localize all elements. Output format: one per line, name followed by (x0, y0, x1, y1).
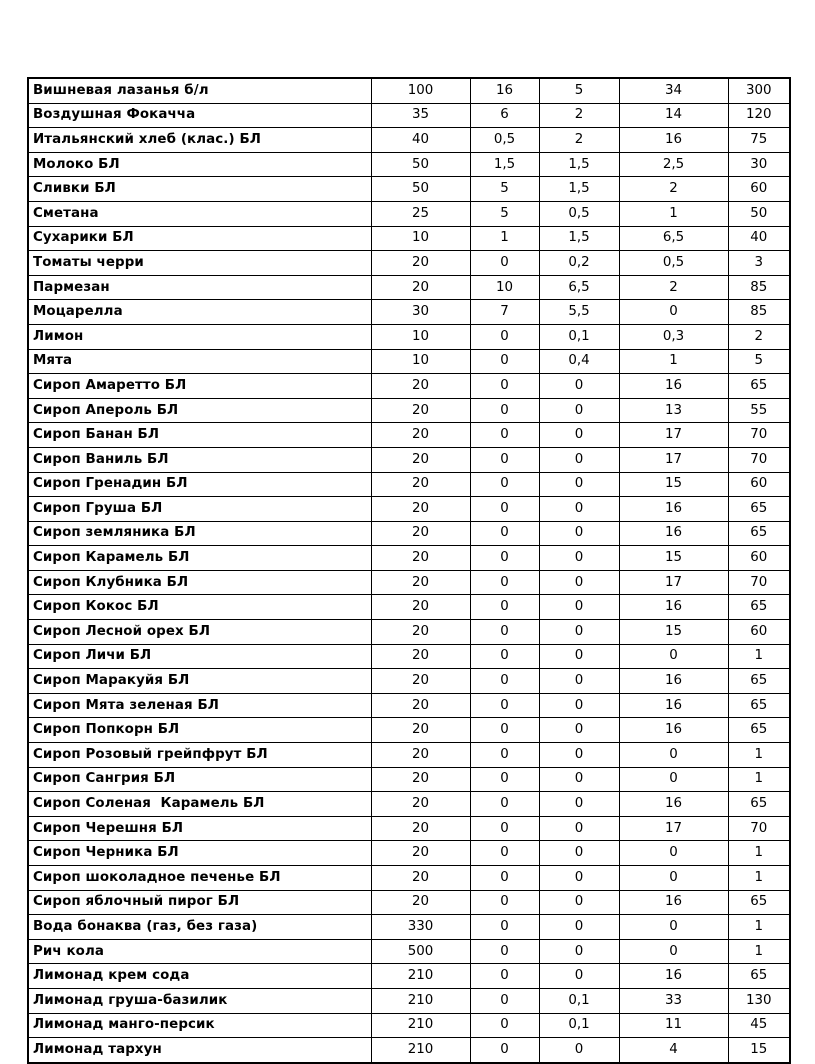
protein-cell: 0 (470, 866, 539, 891)
fat-cell: 0 (539, 447, 619, 472)
calories-cell: 1 (728, 841, 790, 866)
calories-cell: 85 (728, 300, 790, 325)
carbs-cell: 15 (619, 472, 728, 497)
fat-cell: 0 (539, 644, 619, 669)
carbs-cell: 0 (619, 644, 728, 669)
weight-cell: 20 (371, 693, 470, 718)
carbs-cell: 13 (619, 398, 728, 423)
carbs-cell: 0 (619, 841, 728, 866)
table-row (28, 1013, 790, 1038)
protein-cell: 0 (470, 816, 539, 841)
protein-cell: 1 (470, 226, 539, 251)
protein-cell: 16 (470, 78, 539, 103)
calories-cell: 60 (728, 472, 790, 497)
weight-cell: 20 (371, 767, 470, 792)
carbs-cell: 15 (619, 546, 728, 571)
product-name-cell: Сироп Черника БЛ (28, 841, 371, 866)
fat-cell: 0 (539, 792, 619, 817)
protein-cell: 0 (470, 251, 539, 276)
product-name-cell: Сироп Лесной орех БЛ (28, 620, 371, 645)
table-row (28, 743, 790, 768)
carbs-cell: 33 (619, 988, 728, 1013)
table-row (28, 423, 790, 448)
product-name-cell: Сироп Мята зеленая БЛ (28, 693, 371, 718)
carbs-cell: 2 (619, 177, 728, 202)
weight-cell: 20 (371, 644, 470, 669)
carbs-cell: 16 (619, 669, 728, 694)
table-row (28, 644, 790, 669)
table-row (28, 201, 790, 226)
fat-cell: 0 (539, 1038, 619, 1063)
weight-cell: 210 (371, 1038, 470, 1063)
calories-cell: 65 (728, 693, 790, 718)
product-name-cell: Сироп Груша БЛ (28, 497, 371, 522)
calories-cell: 30 (728, 152, 790, 177)
protein-cell: 0 (470, 890, 539, 915)
carbs-cell: 16 (619, 595, 728, 620)
weight-cell: 20 (371, 521, 470, 546)
fat-cell: 0 (539, 521, 619, 546)
fat-cell: 0 (539, 964, 619, 989)
carbs-cell: 0,3 (619, 324, 728, 349)
calories-cell: 40 (728, 226, 790, 251)
fat-cell: 0 (539, 939, 619, 964)
fat-cell: 0 (539, 423, 619, 448)
product-name-cell: Сироп Клубника БЛ (28, 570, 371, 595)
protein-cell: 0 (470, 546, 539, 571)
product-name-cell: Сироп Черешня БЛ (28, 816, 371, 841)
protein-cell: 0 (470, 915, 539, 940)
calories-cell: 1 (728, 644, 790, 669)
protein-cell: 0 (470, 595, 539, 620)
calories-cell: 45 (728, 1013, 790, 1038)
table-row (28, 693, 790, 718)
product-name-cell: Сироп Розовый грейпфрут БЛ (28, 743, 371, 768)
protein-cell: 0 (470, 374, 539, 399)
fat-cell: 0 (539, 866, 619, 891)
fat-cell: 2 (539, 103, 619, 128)
weight-cell: 210 (371, 1013, 470, 1038)
fat-cell: 0,1 (539, 988, 619, 1013)
product-name-cell: Пармезан (28, 275, 371, 300)
protein-cell: 0,5 (470, 128, 539, 153)
table-row (28, 226, 790, 251)
fat-cell: 0 (539, 620, 619, 645)
weight-cell: 25 (371, 201, 470, 226)
product-name-cell: Сироп земляника БЛ (28, 521, 371, 546)
fat-cell: 0 (539, 841, 619, 866)
protein-cell: 0 (470, 620, 539, 645)
product-name-cell: Сироп Кокос БЛ (28, 595, 371, 620)
product-name-cell: Сироп Карамель БЛ (28, 546, 371, 571)
weight-cell: 10 (371, 349, 470, 374)
table-row (28, 398, 790, 423)
protein-cell: 0 (470, 767, 539, 792)
weight-cell: 20 (371, 669, 470, 694)
carbs-cell: 14 (619, 103, 728, 128)
product-name-cell: Сироп Банан БЛ (28, 423, 371, 448)
weight-cell: 100 (371, 78, 470, 103)
product-name-cell: Молоко БЛ (28, 152, 371, 177)
calories-cell: 70 (728, 447, 790, 472)
carbs-cell: 16 (619, 792, 728, 817)
carbs-cell: 15 (619, 620, 728, 645)
weight-cell: 20 (371, 792, 470, 817)
protein-cell: 1,5 (470, 152, 539, 177)
protein-cell: 10 (470, 275, 539, 300)
carbs-cell: 16 (619, 718, 728, 743)
carbs-cell: 0 (619, 300, 728, 325)
product-name-cell: Сироп Апероль БЛ (28, 398, 371, 423)
calories-cell: 60 (728, 620, 790, 645)
table-row (28, 915, 790, 940)
table-row (28, 324, 790, 349)
table-row (28, 988, 790, 1013)
weight-cell: 35 (371, 103, 470, 128)
table-row (28, 546, 790, 571)
fat-cell: 0,1 (539, 324, 619, 349)
protein-cell: 0 (470, 988, 539, 1013)
calories-cell: 70 (728, 570, 790, 595)
calories-cell: 55 (728, 398, 790, 423)
product-name-cell: Томаты черри (28, 251, 371, 276)
protein-cell: 0 (470, 964, 539, 989)
table-row (28, 718, 790, 743)
fat-cell: 1,5 (539, 177, 619, 202)
product-name-cell: Лимонад груша-базилик (28, 988, 371, 1013)
protein-cell: 5 (470, 177, 539, 202)
carbs-cell: 16 (619, 521, 728, 546)
fat-cell: 0 (539, 693, 619, 718)
table-body (28, 78, 790, 1063)
weight-cell: 20 (371, 251, 470, 276)
weight-cell: 500 (371, 939, 470, 964)
product-name-cell: Сироп Личи БЛ (28, 644, 371, 669)
product-name-cell: Сироп Сангрия БЛ (28, 767, 371, 792)
fat-cell: 6,5 (539, 275, 619, 300)
protein-cell: 0 (470, 669, 539, 694)
calories-cell: 60 (728, 546, 790, 571)
weight-cell: 20 (371, 472, 470, 497)
product-name-cell: Сметана (28, 201, 371, 226)
calories-cell: 65 (728, 718, 790, 743)
protein-cell: 0 (470, 718, 539, 743)
protein-cell: 0 (470, 472, 539, 497)
product-name-cell: Лимонад крем сода (28, 964, 371, 989)
weight-cell: 20 (371, 423, 470, 448)
protein-cell: 0 (470, 570, 539, 595)
fat-cell: 2 (539, 128, 619, 153)
product-name-cell: Моцарелла (28, 300, 371, 325)
calories-cell: 65 (728, 497, 790, 522)
product-name-cell: Лимонад манго-персик (28, 1013, 371, 1038)
fat-cell: 5,5 (539, 300, 619, 325)
table-row (28, 595, 790, 620)
carbs-cell: 1 (619, 349, 728, 374)
product-name-cell: Сироп Амаретто БЛ (28, 374, 371, 399)
calories-cell: 120 (728, 103, 790, 128)
fat-cell: 0 (539, 767, 619, 792)
table-row (28, 103, 790, 128)
carbs-cell: 17 (619, 816, 728, 841)
carbs-cell: 17 (619, 447, 728, 472)
calories-cell: 65 (728, 792, 790, 817)
carbs-cell: 4 (619, 1038, 728, 1063)
fat-cell: 0,2 (539, 251, 619, 276)
fat-cell: 0 (539, 595, 619, 620)
weight-cell: 10 (371, 226, 470, 251)
fat-cell: 1,5 (539, 152, 619, 177)
calories-cell: 65 (728, 964, 790, 989)
weight-cell: 20 (371, 620, 470, 645)
calories-cell: 1 (728, 866, 790, 891)
carbs-cell: 0 (619, 866, 728, 891)
protein-cell: 0 (470, 644, 539, 669)
protein-cell: 0 (470, 447, 539, 472)
weight-cell: 50 (371, 177, 470, 202)
protein-cell: 0 (470, 1013, 539, 1038)
product-name-cell: Воздушная Фокачча (28, 103, 371, 128)
calories-cell: 300 (728, 78, 790, 103)
table-row (28, 620, 790, 645)
carbs-cell: 17 (619, 423, 728, 448)
carbs-cell: 16 (619, 693, 728, 718)
carbs-cell: 16 (619, 890, 728, 915)
table-row (28, 251, 790, 276)
calories-cell: 60 (728, 177, 790, 202)
product-name-cell: Вода бонаква (газ, без газа) (28, 915, 371, 940)
protein-cell: 0 (470, 349, 539, 374)
fat-cell: 5 (539, 78, 619, 103)
carbs-cell: 2 (619, 275, 728, 300)
fat-cell: 0 (539, 497, 619, 522)
weight-cell: 30 (371, 300, 470, 325)
calories-cell: 130 (728, 988, 790, 1013)
weight-cell: 20 (371, 275, 470, 300)
calories-cell: 1 (728, 767, 790, 792)
calories-cell: 5 (728, 349, 790, 374)
weight-cell: 20 (371, 546, 470, 571)
calories-cell: 1 (728, 939, 790, 964)
table-row (28, 300, 790, 325)
protein-cell: 0 (470, 841, 539, 866)
table-row (28, 177, 790, 202)
carbs-cell: 1 (619, 201, 728, 226)
nutrition-sheet (27, 77, 791, 1064)
weight-cell: 40 (371, 128, 470, 153)
protein-cell: 5 (470, 201, 539, 226)
fat-cell: 0 (539, 743, 619, 768)
carbs-cell: 16 (619, 128, 728, 153)
product-name-cell: Сироп Маракуйя БЛ (28, 669, 371, 694)
carbs-cell: 6,5 (619, 226, 728, 251)
table-row (28, 866, 790, 891)
product-name-cell: Мята (28, 349, 371, 374)
carbs-cell: 16 (619, 964, 728, 989)
fat-cell: 0 (539, 546, 619, 571)
table-row (28, 1038, 790, 1063)
table-row (28, 521, 790, 546)
calories-cell: 50 (728, 201, 790, 226)
product-name-cell: Вишневая лазанья б/л (28, 78, 371, 103)
product-name-cell: Сироп Гренадин БЛ (28, 472, 371, 497)
weight-cell: 20 (371, 447, 470, 472)
protein-cell: 0 (470, 324, 539, 349)
calories-cell: 85 (728, 275, 790, 300)
calories-cell: 65 (728, 595, 790, 620)
weight-cell: 20 (371, 890, 470, 915)
weight-cell: 20 (371, 497, 470, 522)
table-row (28, 964, 790, 989)
weight-cell: 10 (371, 324, 470, 349)
carbs-cell: 11 (619, 1013, 728, 1038)
carbs-cell: 0,5 (619, 251, 728, 276)
table-row (28, 939, 790, 964)
calories-cell: 70 (728, 423, 790, 448)
calories-cell: 65 (728, 374, 790, 399)
product-name-cell: Итальянский хлеб (клас.) БЛ (28, 128, 371, 153)
product-name-cell: Сироп Попкорн БЛ (28, 718, 371, 743)
product-name-cell: Сухарики БЛ (28, 226, 371, 251)
fat-cell: 0,1 (539, 1013, 619, 1038)
weight-cell: 20 (371, 866, 470, 891)
fat-cell: 0 (539, 472, 619, 497)
weight-cell: 210 (371, 988, 470, 1013)
protein-cell: 7 (470, 300, 539, 325)
table-row (28, 669, 790, 694)
carbs-cell: 0 (619, 743, 728, 768)
weight-cell: 330 (371, 915, 470, 940)
protein-cell: 0 (470, 743, 539, 768)
weight-cell: 50 (371, 152, 470, 177)
table-row (28, 374, 790, 399)
calories-cell: 15 (728, 1038, 790, 1063)
carbs-cell: 0 (619, 915, 728, 940)
calories-cell: 1 (728, 915, 790, 940)
weight-cell: 20 (371, 570, 470, 595)
fat-cell: 0 (539, 374, 619, 399)
table-row (28, 447, 790, 472)
table-row (28, 767, 790, 792)
table-row (28, 472, 790, 497)
table-row (28, 841, 790, 866)
product-name-cell: Рич кола (28, 939, 371, 964)
protein-cell: 6 (470, 103, 539, 128)
table-row (28, 497, 790, 522)
product-name-cell: Лимонад тархун (28, 1038, 371, 1063)
calories-cell: 65 (728, 669, 790, 694)
fat-cell: 1,5 (539, 226, 619, 251)
fat-cell: 0 (539, 915, 619, 940)
fat-cell: 0,4 (539, 349, 619, 374)
protein-cell: 0 (470, 423, 539, 448)
fat-cell: 0,5 (539, 201, 619, 226)
table-row (28, 349, 790, 374)
protein-cell: 0 (470, 497, 539, 522)
protein-cell: 0 (470, 792, 539, 817)
calories-cell: 65 (728, 521, 790, 546)
fat-cell: 0 (539, 890, 619, 915)
fat-cell: 0 (539, 816, 619, 841)
carbs-cell: 2,5 (619, 152, 728, 177)
calories-cell: 3 (728, 251, 790, 276)
protein-cell: 0 (470, 693, 539, 718)
weight-cell: 20 (371, 398, 470, 423)
calories-cell: 70 (728, 816, 790, 841)
nutrition-table (27, 77, 791, 1064)
calories-cell: 75 (728, 128, 790, 153)
protein-cell: 0 (470, 398, 539, 423)
product-name-cell: Сироп шоколадное печенье БЛ (28, 866, 371, 891)
table-row (28, 570, 790, 595)
product-name-cell: Сироп Соленая Карамель БЛ (28, 792, 371, 817)
carbs-cell: 34 (619, 78, 728, 103)
table-row (28, 816, 790, 841)
weight-cell: 20 (371, 374, 470, 399)
fat-cell: 0 (539, 718, 619, 743)
carbs-cell: 0 (619, 939, 728, 964)
weight-cell: 210 (371, 964, 470, 989)
fat-cell: 0 (539, 570, 619, 595)
fat-cell: 0 (539, 669, 619, 694)
protein-cell: 0 (470, 939, 539, 964)
table-row (28, 275, 790, 300)
protein-cell: 0 (470, 521, 539, 546)
calories-cell: 65 (728, 890, 790, 915)
weight-cell: 20 (371, 816, 470, 841)
table-row (28, 792, 790, 817)
table-row (28, 890, 790, 915)
product-name-cell: Сироп Ваниль БЛ (28, 447, 371, 472)
carbs-cell: 0 (619, 767, 728, 792)
table-row (28, 128, 790, 153)
carbs-cell: 16 (619, 374, 728, 399)
product-name-cell: Лимон (28, 324, 371, 349)
weight-cell: 20 (371, 595, 470, 620)
product-name-cell: Сливки БЛ (28, 177, 371, 202)
weight-cell: 20 (371, 743, 470, 768)
fat-cell: 0 (539, 398, 619, 423)
calories-cell: 1 (728, 743, 790, 768)
protein-cell: 0 (470, 1038, 539, 1063)
table-row (28, 152, 790, 177)
carbs-cell: 17 (619, 570, 728, 595)
calories-cell: 2 (728, 324, 790, 349)
carbs-cell: 16 (619, 497, 728, 522)
weight-cell: 20 (371, 841, 470, 866)
weight-cell: 20 (371, 718, 470, 743)
product-name-cell: Сироп яблочный пирог БЛ (28, 890, 371, 915)
table-row (28, 78, 790, 103)
